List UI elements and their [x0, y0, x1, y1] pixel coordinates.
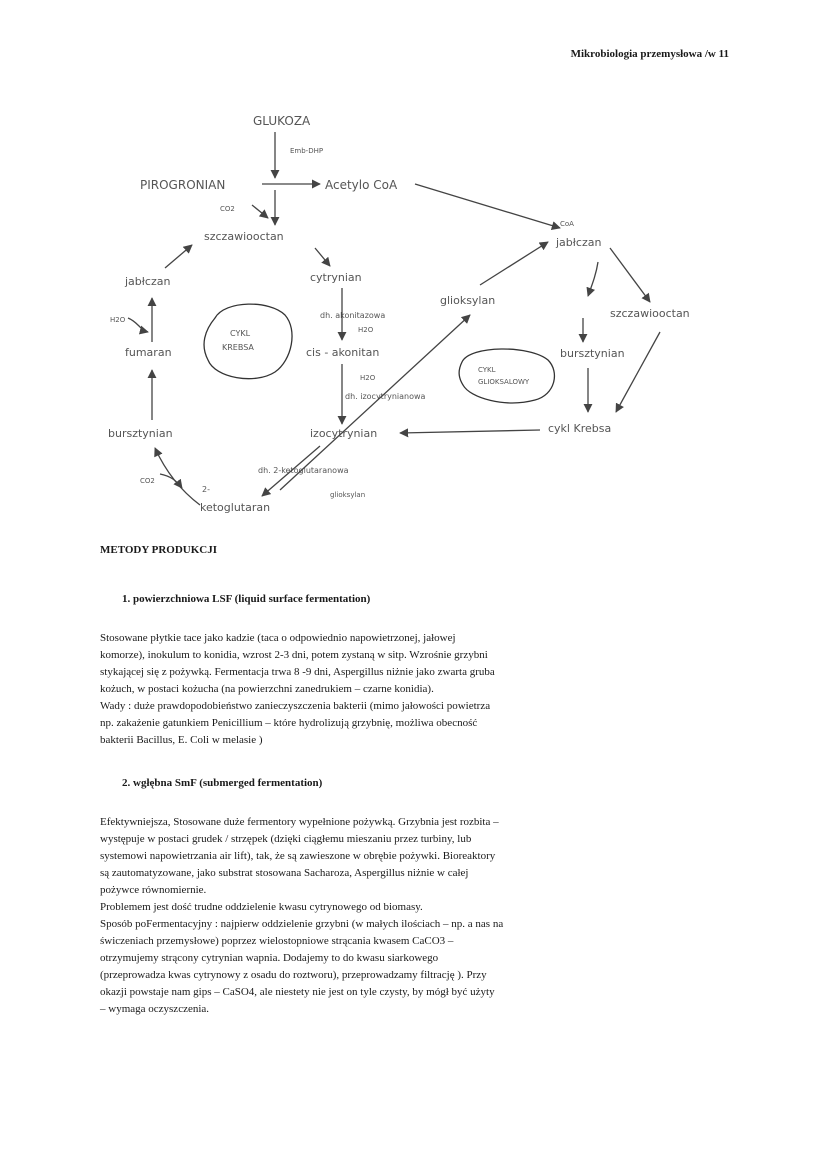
label-glukoza: GLUKOZA: [253, 114, 311, 128]
label-jablczan-left: jabłczan: [125, 275, 171, 288]
item2-line: okazji powstaje nam gips – CaSO4, ale niestety nie jest on tyle czysty, by mógł być użyty: [100, 986, 495, 998]
label-cis-akonitan: cis - akonitan: [306, 346, 380, 359]
item1-line: Stosowane płytkie tace jako kadzie (taca o odpowiednio napowietrzonej, jałowej: [100, 632, 456, 644]
item2-line: pożywce równomiernie.: [100, 884, 207, 896]
item2-line: występuje w postaci grudek / strzępek (dzięki ciągłemu mieszaniu przez turbiny, lub: [100, 833, 472, 845]
label-enzyme-akonitazowa: dh. akonitazowa: [320, 311, 386, 320]
item1-line: bakterii Bacillus, E. Coli w melasie ): [100, 734, 263, 746]
item2-paragraph: [100, 814, 728, 1018]
label-two: 2-: [202, 485, 210, 494]
label-right-szczaw: szczawiooctan: [610, 307, 690, 320]
label-right-jablczan: jabłczan: [556, 236, 602, 249]
item1-heading: 1. powierzchniowa LSF (liquid surface fermentation): [122, 593, 371, 605]
arrow-jabl-szczaw: [165, 245, 192, 268]
label-right-glioksylan: glioksylan: [440, 294, 496, 307]
label-enzyme-h2o-2: H2O: [360, 374, 376, 382]
item2-line: świczeniach przemysłowe) poprzez wielostopniowe strącania kwasem CaCO3 –: [100, 935, 454, 947]
label-cytrynian: cytrynian: [310, 271, 362, 284]
arrow-h2o-left: [128, 318, 148, 332]
label-enzyme-h2o-1: H2O: [358, 326, 374, 334]
arrow-jabl-down: [588, 262, 598, 296]
label-izocytrynian: izocytrynian: [310, 427, 378, 440]
item2-line: Efektywniejsza, Stosowane duże fermentory wypełnione pożywką. Grzybnia jest rozbita –: [100, 816, 499, 828]
item1-line: Wady : duże prawdopodobieństwo zanieczyszczenia bakterii (mimo jałowości powietrza: [100, 700, 491, 712]
arrow-keto-burs: [155, 448, 200, 505]
item2-line: – wymaga oczyszczenia.: [100, 1003, 210, 1015]
item2-line: Problemem jest dość trudne oddzielenie kwasu cytrynowego od biomasy.: [100, 901, 423, 913]
item2-line: są zautomatyzowane, jako substrat stosowana Sacharoza, Aspergillus niżnie w całej: [100, 867, 469, 879]
label-co2-left: CO2: [140, 477, 155, 485]
label-glukoza-note: Emb-DHP: [290, 147, 324, 155]
arrow-cykl-izo: [400, 430, 540, 433]
arrow-keto-glio: [280, 315, 470, 490]
arrow-szczaw-cytr: [315, 248, 330, 266]
label-right-coa: CoA: [560, 220, 574, 228]
label-pirogronian: PIROGRONIAN: [140, 178, 226, 192]
label-ketoglutaran: ketoglutaran: [200, 501, 271, 514]
item2-line: Sposób poFermentacyjny : najpierw oddzielenie grzybni (w małych ilościach – np. a nas na: [100, 918, 504, 930]
arrow-szczaw-cykl: [616, 332, 660, 412]
item1-line: np. zakażenie gatunkiem Penicillium – które hydrolizują grzybnię, możliwa obecność: [100, 717, 478, 729]
label-krebs-2: KREBSA: [222, 343, 254, 352]
page-header: Mikrobiologia przemysłowa /w 11: [570, 48, 729, 60]
label-enzyme-glioksylan: glioksylan: [330, 491, 366, 499]
label-acetylo-coa: Acetylo CoA: [325, 178, 398, 192]
arrow-jabl-szczaw-right: [610, 248, 650, 302]
label-szczawiooctan: szczawiooctan: [204, 230, 284, 243]
label-enzyme-ketoglutaranowa: dh. 2-ketoglutaranowa: [258, 466, 349, 475]
item1-line: kożuch, w postaci kożucha (na powierzchni zanedrukiem – czarne konidia).: [100, 683, 434, 695]
label-glyox-1: CYKL: [478, 366, 496, 374]
item2-heading: 2. wgłębna SmF (submerged fermentation): [122, 777, 323, 789]
methods-section: [100, 542, 728, 1044]
label-co2-top: CO2: [220, 205, 235, 213]
label-glyox-2: GLIOKSALOWY: [478, 378, 530, 386]
label-enzyme-izocytrynianowa: dh. izocytrynianowa: [345, 392, 426, 401]
label-right-cykl: cykl Krebsa: [548, 422, 612, 435]
glyoxylate-cycle-blob: [459, 349, 554, 403]
item2-line: systemowi napowietrzania air lift), tak, że są zawieszone w obrębie pożywki. Bioreaktory: [100, 850, 496, 862]
arrow-co2-top: [252, 205, 268, 218]
krebs-cycle-blob: [204, 304, 292, 379]
cycle-diagram: [0, 0, 827, 540]
label-right-bursztynian: bursztynian: [560, 347, 625, 360]
item2-line: otrzymujemy strącony cytrynian wapnia. Dodajemy to do kwasu siarkowego: [100, 952, 439, 964]
section-title: METODY PRODUKCJI: [100, 544, 218, 556]
item1-line: stykającej się z pożywką. Fermentacja trwa 8 -9 dni, Aspergillus niżnie jako zwarta gruba: [100, 666, 495, 678]
label-h2o-left: H2O: [110, 316, 126, 324]
label-krebs-1: CYKL: [230, 329, 251, 338]
item2-line: (przeprowadza kwas cytrynowy z osadu do roztworu), przeprowadzamy filtrację ). Przy: [100, 969, 487, 981]
label-bursztynian-left: bursztynian: [108, 427, 173, 440]
item1-line: komorze), inokulum to konidia, wzrost 2-3 dni, potem zystaną w sitp. Wzrośnie grzybni: [100, 649, 488, 661]
arrow-glio-jabl: [480, 242, 548, 285]
label-fumaran: fumaran: [125, 346, 172, 359]
arrow-acetylo-right: [415, 184, 560, 228]
item1-paragraph: [100, 630, 728, 749]
